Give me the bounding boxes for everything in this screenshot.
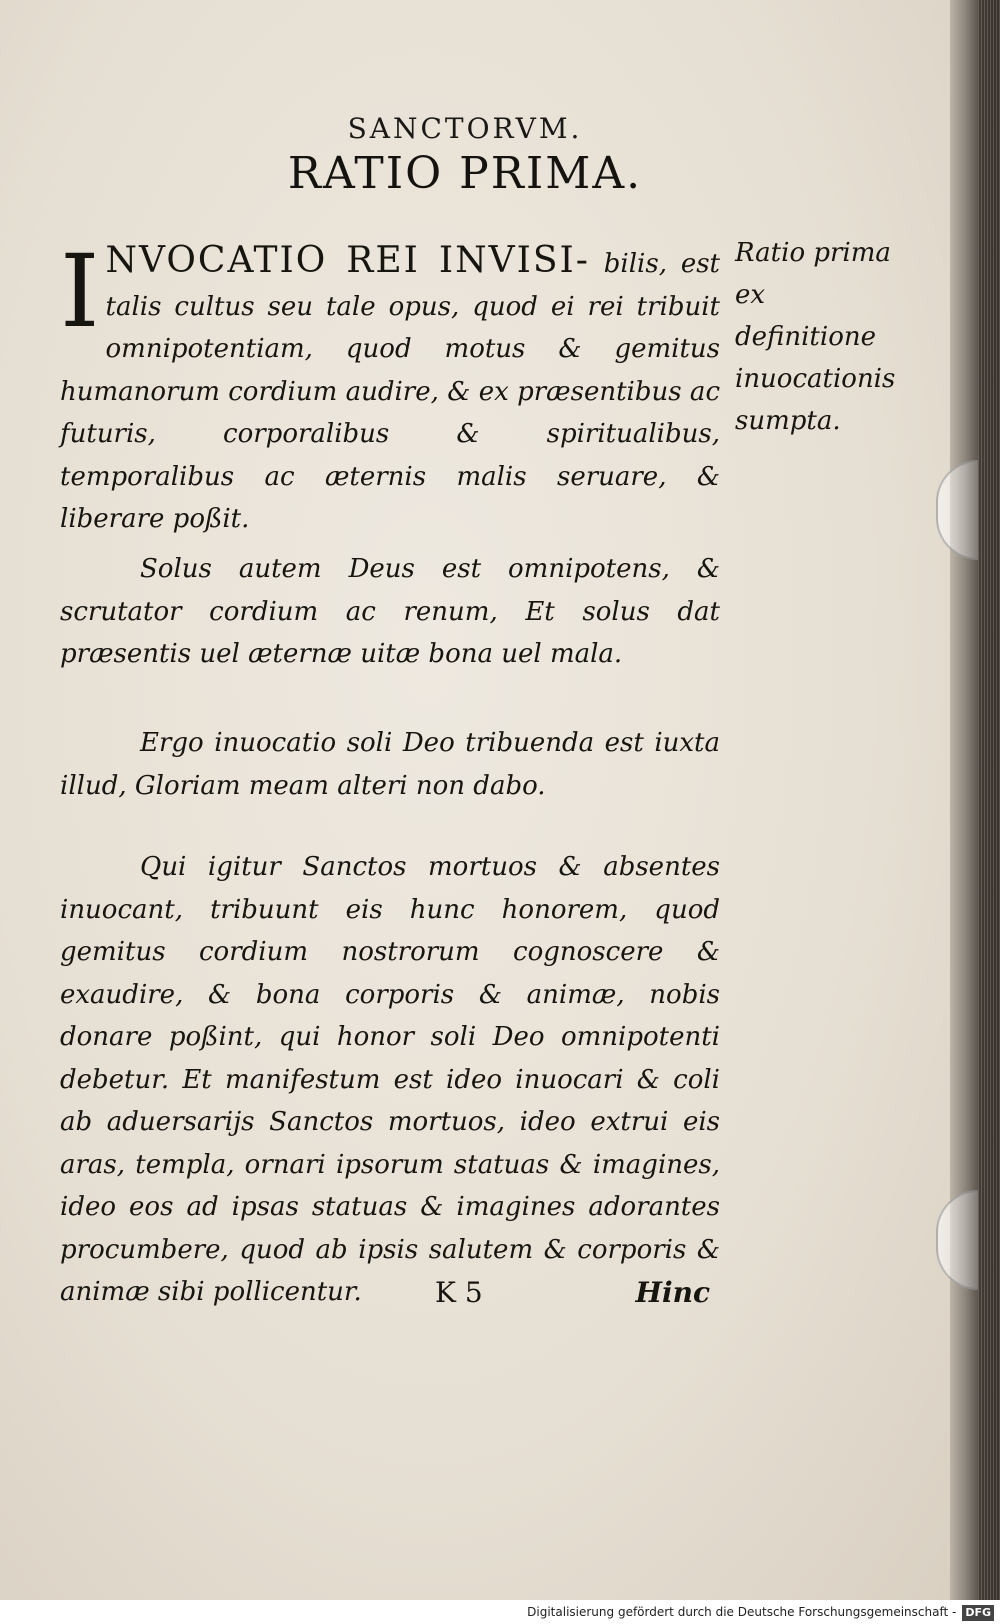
- paragraph-1: [60, 233, 721, 541]
- paragraph-2: Solus autem Deus est omnipotens, & scrutator cordium ac renum, Et solus dat præsentis uel æternæ uitæ bona uel mala.: [60, 554, 720, 669]
- page-stack-lines: [978, 0, 1000, 1600]
- footer-text: Digitalisierung gefördert durch die Deutsche Forschungsgemeinschaft -: [527, 1605, 957, 1619]
- drop-cap: I: [60, 233, 100, 350]
- section-title: RATIO PRIMA.: [287, 148, 643, 199]
- paragraph-1-body: bilis, est talis cultus seu tale opus, quod ei rei tribuit omnipotentiam, quod motus & gemitus humanorum cordium audire, & ex præsentibus ac futuris, corporalibus & spiritualibus, temporalibus ac æternis malis seruare, & liberare poßit.: [60, 249, 721, 534]
- signature-mark: K 5: [435, 1276, 483, 1309]
- footer-credit: [0, 1600, 1000, 1624]
- first-line: NVOCATIO REI INVISI-: [105, 240, 590, 281]
- page-edge: [950, 0, 1000, 1600]
- catchword: Hinc: [635, 1276, 710, 1309]
- margin-note: Ratio prima ex definitione inuocationis sumpta.: [735, 238, 896, 436]
- dfg-logo: DFG: [962, 1605, 994, 1621]
- paragraph-3: Ergo inuocatio soli Deo tribuenda est iuxta illud, Gloriam meam alteri non dabo.: [60, 728, 720, 801]
- running-head: SANCTORVM.: [347, 112, 583, 145]
- paragraph-4: Qui igitur Sanctos mortuos & absentes inuocant, tribuunt eis hunc honorem, quod gemitus cordium nostrorum cognoscere & exaudire, & bona corporis & animæ, nobis donare poßint, qui honor soli Deo omnipotenti debetur. Et manifestum est ideo inuocari & coli ab aduersarijs Sanctos mortuos, ideo extrui eis aras, templa, ornari ipsorum statuas & imagines, ideo eos ad ipsas statuas & imagines adorantes procumbere, quod ab ipsis salutem & corporis & animæ sibi pollicentur.: [60, 852, 720, 1307]
